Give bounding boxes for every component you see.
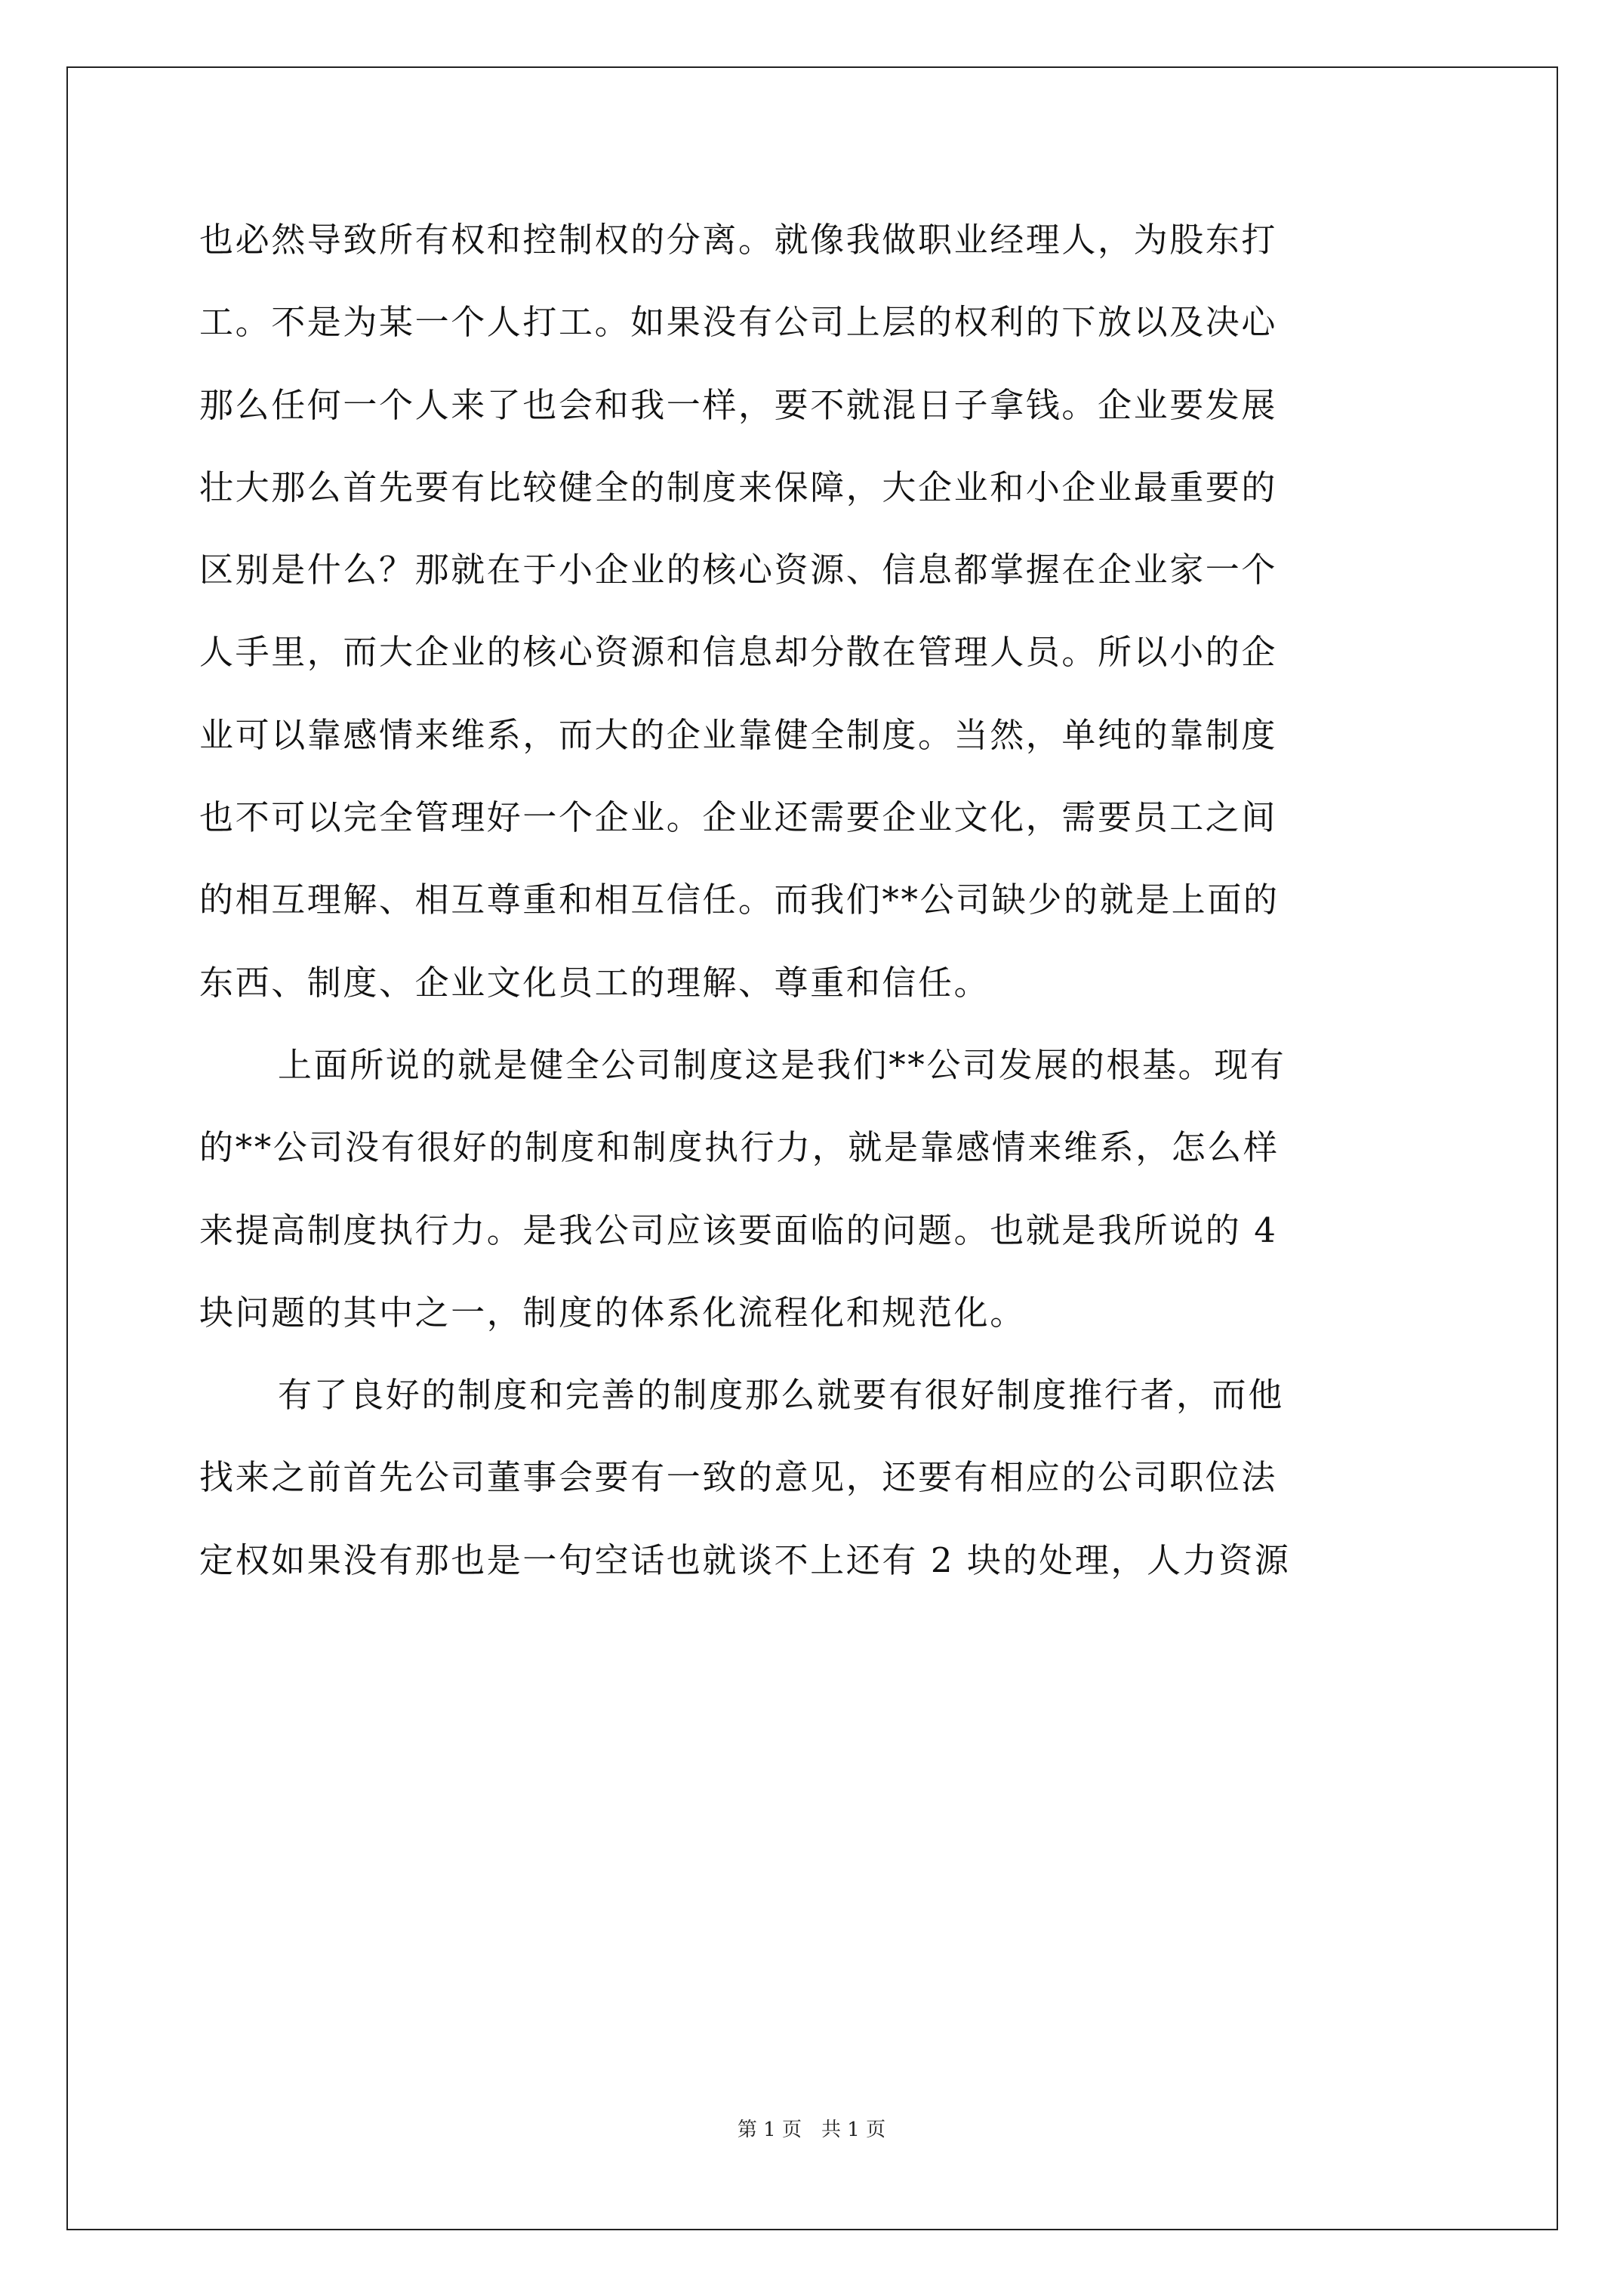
paragraph-line: 来提高制度执行力。是我公司应该要面临的问题。也就是我所说的 4 (199, 1210, 1278, 1250)
paragraph-line: 上面所说的就是健全公司制度这是我们**公司发展的根基。现有 (278, 1044, 1286, 1085)
page-number-footer: 第 1 页 共 1 页 (737, 2119, 886, 2141)
paragraph-line: 也不可以完全管理好一个企业。企业还需要企业文化，需要员工之间 (199, 797, 1278, 838)
paragraph-line: 定权如果没有那也是一句空话也就谈不上还有 2 块的处理，人力资源 (199, 1539, 1291, 1580)
document-body (199, 217, 1424, 1620)
paragraph-line: 区别是什么？那就在于小企业的核心资源、信息都掌握在企业家一个 (199, 550, 1278, 590)
paragraph-line: 有了良好的制度和完善的制度那么就要有很好制度推行者，而他 (278, 1375, 1284, 1416)
paragraph-line: 的**公司没有很好的制度和制度执行力，就是靠感情来维系，怎么样 (199, 1127, 1280, 1168)
paragraph-line: 东西、制度、企业文化员工的理解、尊重和信任。 (199, 962, 990, 1003)
paragraph-line: 也必然导致所有权和控制权的分离。就像我做职业经理人，为股东打 (199, 220, 1278, 260)
paragraph-line: 壮大那么首先要有比较健全的制度来保障，大企业和小企业最重要的 (199, 467, 1278, 507)
paragraph-line: 那么任何一个人来了也会和我一样，要不就混日子拿钱。企业要发展 (199, 384, 1278, 425)
paragraph-line: 业可以靠感情来维系，而大的企业靠健全制度。当然，单纯的靠制度 (199, 714, 1278, 755)
paragraph-line: 的相互理解、相互尊重和相互信任。而我们**公司缺少的就是上面的 (199, 880, 1280, 920)
paragraph-line: 人手里，而大企业的核心资源和信息却分散在管理人员。所以小的企 (199, 632, 1278, 673)
paragraph-line: 工。不是为某一个人打工。如果没有公司上层的权利的下放以及决心 (199, 302, 1278, 343)
paragraph-line: 找来之前首先公司董事会要有一致的意见，还要有相应的公司职位法 (199, 1457, 1278, 1498)
paragraph-line: 块问题的其中之一，制度的体系化流程化和规范化。 (199, 1292, 1026, 1333)
